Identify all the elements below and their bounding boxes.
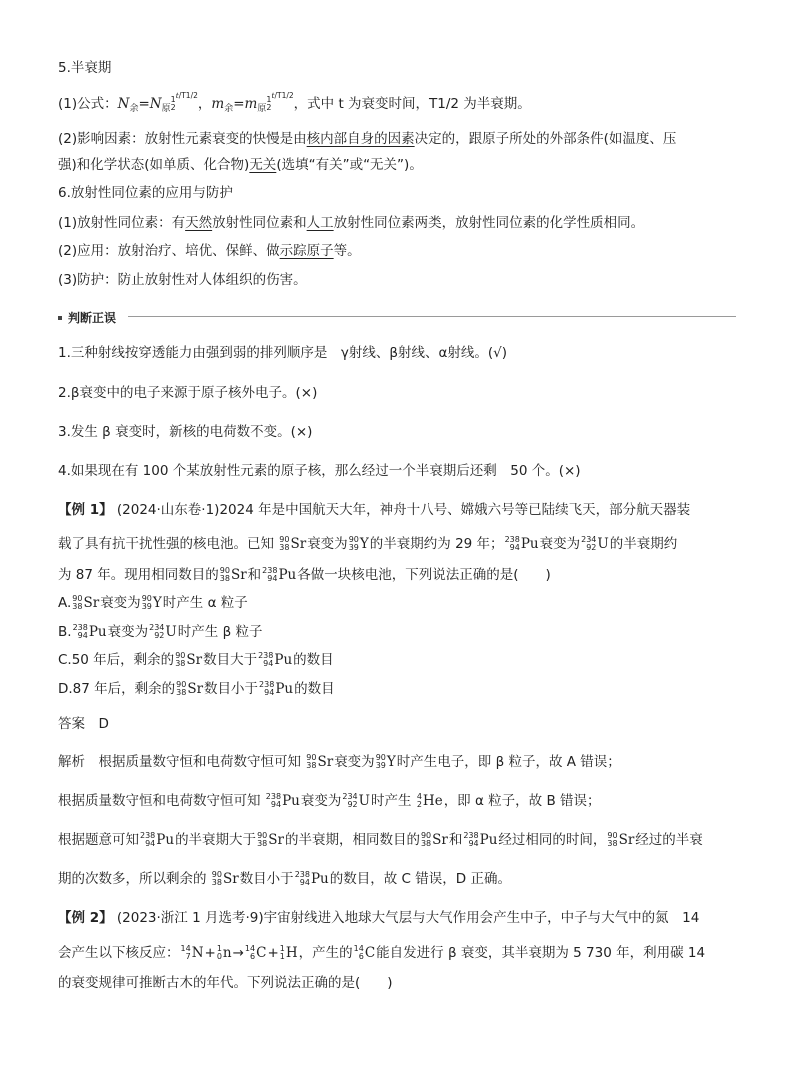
option-b [58, 622, 263, 642]
text: 的半衰期约 [609, 536, 678, 552]
text: 放射性同位素和 [212, 215, 307, 231]
text: 经过的半衰 [635, 832, 703, 848]
nuclide-n14: 14 7 N [180, 944, 204, 961]
text: 衰变为 [307, 536, 348, 552]
text: 强)和化学状态(如单质、化合物) [58, 157, 250, 173]
isotope-line-3: (3)防护：防止放射性对人体组织的伤害。 [58, 272, 307, 288]
text: 的数目 [293, 652, 334, 668]
text: 能自发进行 β 衰变，其半衰期为 5 730 年，利用碳 14 [376, 945, 706, 961]
text: 的半衰期约为 29 年； [369, 536, 504, 552]
bullet-square-icon [58, 316, 62, 320]
text: 和 [247, 567, 262, 583]
nuclide-sr90: 90 38 Sr [306, 753, 334, 770]
nuclide-pu238: 238 94 Pu [259, 680, 294, 697]
formula-line: (1)公式：$N_余=N_原$ 1 2 $^{t/T1/2}$，$m_余=m_原$ 1 2 $^{t/T1/2}$，式中 t 为衰变时间，T1/2 为半衰期。 [58, 91, 531, 114]
text: 时产生 β 粒子 [177, 624, 263, 640]
isotope-line-2 [58, 241, 361, 261]
nuclide-y90: 90 39 Y [375, 753, 396, 770]
text: 2024 年是中国航天大年，神舟十八号、嫦娥六号等已陆续飞天，部分航天器装 [219, 502, 691, 518]
text: 和 [448, 832, 463, 848]
nuclide-y90: 90 39 Y [141, 594, 162, 611]
text: 宇宙射线进入地球大气层与大气作用会产生中子，中子与大气中的氮 14 [263, 910, 700, 926]
nuclide-he4: 4 2 He [416, 792, 443, 809]
text: 数目大于 [203, 652, 258, 668]
text: 根据质量数守恒和电荷数守恒可知 [58, 793, 261, 809]
option-letter: A. [58, 595, 72, 611]
option-a [58, 593, 248, 613]
text: ，产生的 [298, 945, 353, 961]
example2-line-3: 的衰变规律可推断古木的年代。下列说法正确的是( ) [58, 975, 393, 991]
reaction-arrow-icon: → [232, 945, 244, 961]
formula-suffix: ，式中 t 为衰变时间，T1/2 为半衰期。 [293, 96, 531, 112]
example-source: (2023·浙江 1 月选考·9) [116, 910, 264, 926]
text: 时产生 α 粒子 [162, 595, 248, 611]
heading-isotope: 6.放射性同位素的应用与防护 [58, 185, 233, 201]
example-tag: 【例 1】 [58, 502, 113, 518]
text: 为 87 年。现用相同数目的 [58, 567, 219, 583]
text: (2)应用：放射治疗、培优、保鲜、做 [58, 243, 280, 259]
text: 的半衰期，相同数目的 [284, 832, 420, 848]
solution-line-1 [58, 752, 621, 772]
judge-item: 1.三种射线按穿透能力由强到弱的排列顺序是 γ射线、β射线、α射线。(√) [58, 345, 508, 361]
solution-line-4 [58, 869, 511, 889]
example1-line-1 [58, 500, 690, 520]
text: 时产生 [371, 793, 412, 809]
option-d [58, 679, 335, 699]
text: C.50 年后，剩余的 [58, 652, 175, 668]
example2-line-2: 会产生以下核反应： 14 7 N + 1 0 n → 14 6 C + 1 1 H ，产生的 14 6 C 能自发进行 β 衰变，其半衰期为 5 730 年，利用碳 14 [58, 944, 706, 961]
underlined-answer: 示踪原子 [279, 243, 334, 259]
text: D.87 年后，剩余的 [58, 681, 176, 697]
nuclide-sr90: 90 38 Sr [420, 831, 448, 848]
text: 解析 根据质量数守恒和电荷数守恒可知 [58, 754, 301, 770]
text: 放射性同位素两类，放射性同位素的化学性质相同。 [333, 215, 645, 231]
judge-section-header [58, 309, 116, 326]
nuclide-pu238: 238 94 Pu [294, 870, 329, 887]
text: 衰变为 [539, 536, 581, 552]
example1-line-3 [58, 565, 551, 585]
nuclide-u234: 234 92 U [149, 623, 177, 640]
factor-line-2 [58, 155, 423, 175]
underlined-answer: 无关 [249, 157, 277, 173]
heading-half-life: 5.半衰期 [58, 60, 112, 76]
text: 各做一块核电池，下列说法正确的是( ) [297, 567, 551, 583]
nuclide-pu238: 238 94 Pu [504, 535, 539, 552]
isotope-line-1 [58, 213, 644, 233]
text: ，即 α 粒子，故 B 错误； [443, 793, 601, 809]
text: 期的次数多，所以剩余的 [58, 871, 207, 887]
nuclide-sr90: 90 38 Sr [72, 594, 100, 611]
judge-item: 4.如果现在有 100 个某放射性元素的原子核，那么经过一个半衰期后还剩 50 个。(×) [58, 463, 581, 479]
factor-line-1 [58, 129, 676, 149]
text: 数目小于 [239, 871, 294, 887]
nuclide-pu238: 238 94 Pu [258, 651, 293, 668]
option-letter: B. [58, 624, 72, 640]
text: 衰变为 [100, 595, 141, 611]
nuclide-pu238: 238 94 Pu [265, 792, 300, 809]
nuclide-y90: 90 39 Y [348, 535, 369, 552]
option-c [58, 650, 334, 670]
text: 等。 [333, 243, 361, 259]
underlined-answer: 人工 [306, 215, 334, 231]
text: 载了具有抗干扰性强的核电池。已知 [58, 536, 274, 552]
text: 根据题意可知 [58, 832, 139, 848]
solution-line-3 [58, 830, 703, 850]
text: 决定的，跟原子所处的外部条件(如温度、压 [414, 131, 677, 147]
text: (选填“有关”或“无关”)。 [276, 157, 423, 173]
nuclide-sr90: 90 38 Sr [257, 831, 284, 848]
judge-item: 2.β衰变中的电子来源于原子核外电子。(×) [58, 385, 318, 401]
text: 时产生电子，即 β 粒子，故 A 错误； [396, 754, 621, 770]
nuclide-neutron: 1 0 n [216, 944, 232, 961]
nuclide-pu238: 238 94 Pu [463, 831, 498, 848]
example2-line-1 [58, 908, 699, 928]
text: 会产生以下核反应： [58, 945, 180, 961]
text: 的半衰期大于 [175, 832, 257, 848]
text: (1)放射性同位素：有 [58, 215, 186, 231]
nuclide-sr90: 90 38 Sr [279, 535, 307, 552]
nuclide-pu238: 238 94 Pu [140, 831, 175, 848]
text: 的数目，故 C 错误，D 正确。 [329, 871, 511, 887]
judge-item: 3.发生 β 衰变时，新核的电荷数不变。(×) [58, 424, 313, 440]
text: 数目小于 [204, 681, 259, 697]
answer: 答案 D [58, 716, 109, 732]
formula-prefix: (1)公式： [58, 96, 118, 112]
text: 衰变为 [107, 624, 149, 640]
example1-line-2 [58, 534, 677, 554]
nuclide-u234: 234 92 U [342, 792, 371, 809]
nuclide-pu238: 238 94 Pu [262, 566, 297, 583]
nuclide-h1: 1 1 H [279, 944, 298, 961]
text: (2)影响因素：放射性元素衰变的快慢是由 [58, 131, 307, 147]
nuclide-c14: 14 6 C [244, 944, 267, 961]
text: 经过相同的时间， [498, 832, 607, 848]
solution-line-2 [58, 791, 601, 811]
nuclide-sr90: 90 38 Sr [176, 680, 204, 697]
underlined-answer: 核内部自身的因素 [306, 131, 415, 147]
text: 衰变为 [300, 793, 342, 809]
text: 衰变为 [334, 754, 375, 770]
underlined-answer: 天然 [185, 215, 213, 231]
nuclide-u234: 234 92 U [581, 535, 609, 552]
nuclide-c14: 14 6 C [353, 944, 376, 961]
text: 的数目 [294, 681, 335, 697]
section-divider [128, 316, 736, 317]
nuclide-sr90: 90 38 Sr [175, 651, 203, 668]
nuclide-sr90: 90 38 Sr [211, 870, 239, 887]
nuclide-pu238: 238 94 Pu [72, 623, 107, 640]
nuclide-sr90: 90 38 Sr [607, 831, 635, 848]
example-source: (2024·山东卷·1) [116, 502, 220, 518]
example-tag: 【例 2】 [58, 910, 113, 926]
nuclide-sr90: 90 38 Sr [219, 566, 247, 583]
judge-title: 判断正误 [68, 311, 117, 325]
